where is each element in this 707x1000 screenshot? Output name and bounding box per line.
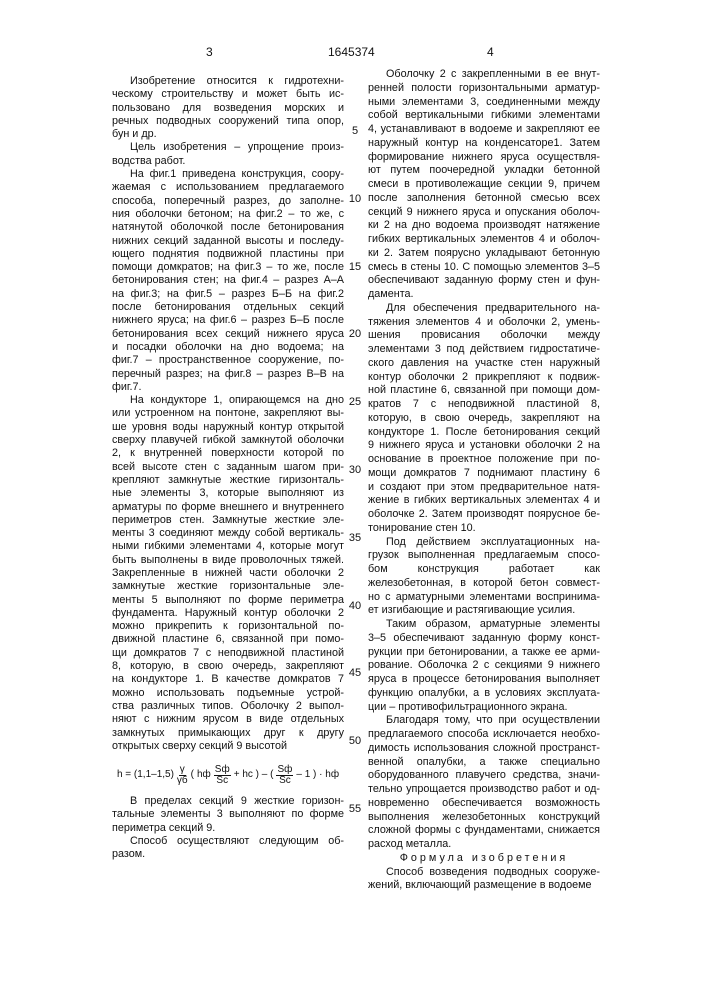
text-line: ют путем поочередной укладки бетонной (368, 164, 600, 178)
page-number-left: 3 (206, 45, 213, 59)
text-line: ренней полости горизонтальными арматур- (368, 82, 600, 96)
text-line: 9 нижнего яруса и установки оболочки 2 на (368, 439, 600, 453)
text-line: элементами 3 под действием гидростатиче- (368, 343, 600, 357)
text-line: и посадки оболочки на дно водоема; на (112, 341, 344, 354)
text-line: формирование нижнего яруса осуществля- (368, 151, 600, 165)
text-line: контур оболочки 2 прикрепляют к подвиж- (368, 371, 600, 385)
text-line: Закрепленные в нижней части оболочки 2 (112, 567, 344, 580)
text-line: ше уровня воды наружный контур открытой (112, 421, 344, 434)
formula-area-ratio-2: Sф Sс (276, 765, 293, 786)
text-line: разом. (112, 848, 344, 861)
text-line: Таким образом, арматурные элементы (368, 618, 600, 632)
text-line: тальные элементы 3 выполняют по форме (112, 808, 344, 821)
line-number: 10 (347, 193, 363, 205)
text-line: основание в проектное положение при по- (368, 453, 600, 467)
text-line: Благодаря тому, что при осуществлении (368, 714, 600, 728)
text-line: способа, поперечный разрез, до заполне- (112, 195, 344, 208)
text-line: рукции при бетонировании, а также ее арми- (368, 646, 600, 660)
right-column (368, 68, 600, 893)
text-line: На фиг.1 приведена конструкция, соору- (112, 168, 344, 181)
text-line: смеси в противолежащие секции 9, причем (368, 178, 600, 192)
text-line: тельно упрощается производство работ и од- (368, 783, 600, 797)
text-line: арматуры по форме внешнего и внутреннего (112, 501, 344, 514)
text-line: периметра секций 9. (112, 822, 344, 835)
text-line: рование. Оболочка 2 с секциями 9 нижнего (368, 659, 600, 673)
text-line: крепляют замкнутые жесткие гиризонталь- (112, 474, 344, 487)
text-line: венной опалубки, а также специально (368, 756, 600, 770)
text-line: можно использовать подъемные устрой- (112, 687, 344, 700)
left-column (112, 75, 344, 862)
text-line: которую, в свою очередь, закрепляют на (368, 412, 600, 426)
text-line: натянутой оболочкой после бетонирования (112, 221, 344, 234)
text-line: Оболочку 2 с закрепленными в ее внут- (368, 68, 600, 82)
description-text-left (112, 75, 344, 753)
text-line: Изобретение относится к гидротехни- (112, 75, 344, 88)
text-line: ки 2. Затем поярусно укладывают бетонную (368, 247, 600, 261)
text-line: бом конструкция работает как (368, 563, 600, 577)
description-text-left-cont (112, 795, 344, 861)
height-formula: h = (1,1–1,5) γ γб ( hф Sф Sс + hс ) – ( Sф Sс – 1 ) · hф (112, 753, 344, 797)
text-line: Цель изобретения – упрощение произ- (112, 141, 344, 154)
text-line: Для обеспечения предварительного на- (368, 302, 600, 316)
text-line: тонирование стен 10. (368, 522, 600, 536)
text-line: менты 5 выполняют по форме периметра (112, 594, 344, 607)
text-line: замкнутые жесткие горизонтальные эле- (112, 580, 344, 593)
text-line: ния оболочки бетоном; на фиг.2 – то же, с (112, 208, 344, 221)
text-line: нижнего яруса; на фиг.6 – разрез Б–Б после (112, 314, 344, 327)
line-number: 30 (347, 464, 363, 476)
text-line: бетонирования стен; на фиг.4 – разрез А–А (112, 274, 344, 287)
text-line: ной пластине 6, связанной при помощи дом- (368, 384, 600, 398)
text-line: замкнутых примыкающих друг к другу (112, 727, 344, 740)
text-line: яруса в процессе бетонирования выполняет (368, 673, 600, 687)
text-line: бун и др. (112, 128, 344, 141)
text-line: ского давления на участке стен наружный (368, 357, 600, 371)
line-number: 40 (347, 600, 363, 612)
text-line: Под действием эксплуатационных на- (368, 536, 600, 550)
text-line: фиг.7 – пространственное сооружение, по- (112, 354, 344, 367)
text-line: ческому строительству и может быть ис- (112, 88, 344, 101)
text-line: менты 3 соединяют между собой вертикаль- (112, 527, 344, 540)
text-line: нижних секций заданной высоты и последу- (112, 235, 344, 248)
formula-area-ratio: Sф Sс (214, 765, 231, 786)
patent-number: 1645374 (328, 45, 375, 59)
text-line: оборудованного плавучего средства, значи- (368, 769, 600, 783)
line-number: 50 (347, 735, 363, 747)
text-line: ки 2 на дно водоема производят натяжение (368, 219, 600, 233)
text-line: предлагаемого способа исключается необхо- (368, 728, 600, 742)
claims-text (368, 866, 600, 894)
text-line: На кондукторе 1, опирающемся на дно (112, 394, 344, 407)
line-number: 25 (347, 396, 363, 408)
text-line: жение в гибких вертикальных элементах 4 и (368, 494, 600, 508)
page-number-right: 4 (487, 45, 494, 59)
text-line: собой вертикальными гибкими элементами (368, 109, 600, 123)
line-number: 5 (347, 125, 363, 137)
text-line: няют с нижним ярусом в виде отдельных (112, 713, 344, 726)
text-line: ет изгибающие и растягивающие усилия. (368, 604, 600, 618)
text-line: сложной формы с фундаментами, снижается (368, 824, 600, 838)
text-line: периметров стен. Замкнутые жесткие эле- (112, 514, 344, 527)
line-number: 35 (347, 532, 363, 544)
text-line: всей высоте стен с заданным шагом при- (112, 461, 344, 474)
text-line: перечный разрез; на фиг.8 – разрез В–В на (112, 368, 344, 381)
text-line: на кондукторе 1. В качестве домкратов 7 (112, 673, 344, 686)
text-line: наружный контур на конденсаторе1. Затем (368, 137, 600, 151)
text-line: расход металла. (368, 838, 600, 852)
text-line: после заполнения бетонной смесью всех (368, 192, 600, 206)
text-line: пользовано для возведения морских и (112, 102, 344, 115)
text-line: оболочке 2. Затем производят поярусное бе- (368, 508, 600, 522)
text-line: 4, устанавливают в водоеме и закрепляют ее (368, 123, 600, 137)
line-number: 55 (347, 803, 363, 815)
text-line: дамента. (368, 288, 600, 302)
text-line: обеспечивают заданную форму стен и фун- (368, 274, 600, 288)
text-line: бетонирования всех секций нижнего яруса (112, 328, 344, 341)
text-line: жений, включающий размещение в водоеме (368, 879, 600, 893)
text-line: 8, которую, в свою очередь, закрепляют (112, 660, 344, 673)
text-line: Способ возведения подводных сооруже- (368, 866, 600, 880)
text-line: секций 9 нижнего яруса и опускания оболоч- (368, 206, 600, 220)
text-line: на фиг.3; на фиг.5 – разрез Б–Б на фиг.2 (112, 288, 344, 301)
text-line: гибких вертикальных элементов 4 и оболоч- (368, 233, 600, 247)
text-line: шения провисания оболочки между (368, 329, 600, 343)
line-number: 45 (347, 667, 363, 679)
text-line: новременно обеспечивается возможность (368, 797, 600, 811)
text-line: или устроенном на понтоне, закрепляют вы- (112, 407, 344, 420)
text-line: Способ осуществляют следующим об- (112, 835, 344, 848)
text-line: грузок выполненная предлагаемым спосо- (368, 549, 600, 563)
text-line: можно прикрепить к горизонтальной по- (112, 620, 344, 633)
line-number: 15 (347, 261, 363, 273)
text-line: 3–5 обеспечивают заданную форму конст- (368, 632, 600, 646)
text-line: после бетонирования отдельных секций (112, 301, 344, 314)
text-line: железобетонная, в которой бетон совмест- (368, 577, 600, 591)
text-line: ции – противофильтрационного экрана. (368, 701, 600, 715)
text-line: ными элементами 3, соединенными между (368, 96, 600, 110)
text-line: ные элементы 3, которые выполняют из (112, 487, 344, 500)
text-line: движной пластине 6, связанной при помо- (112, 633, 344, 646)
text-line: фундамента. Наружный контур оболочки 2 (112, 607, 344, 620)
text-line: кратов 7 с неподвижной пластиной 8, (368, 398, 600, 412)
text-line: мощи домкратов 7 поднимают пластину 6 (368, 467, 600, 481)
claims-heading: Формула изобретения (368, 852, 600, 866)
text-line: открытых сверху секций 9 высотой (112, 740, 344, 753)
text-line: фиг.7. (112, 381, 344, 394)
text-line: ства различных типов. Оболочку 2 выпол- (112, 700, 344, 713)
text-line: функцию опалубки, а в условиях эксплуата- (368, 687, 600, 701)
text-line: кондукторе 1. После бетонирования секций (368, 426, 600, 440)
formula-gamma-ratio: γ γб (177, 765, 188, 786)
text-line: щи домкратов 7 с неподвижной пластиной (112, 647, 344, 660)
text-line: быть выполнены в виде проволочных тяжей. (112, 554, 344, 567)
text-line: 2, к внутренней поверхности которой по (112, 447, 344, 460)
text-line: речных подводных сооружений типа опор, (112, 115, 344, 128)
text-line: жаемая с использованием предлагаемого (112, 181, 344, 194)
text-line: В пределах секций 9 жесткие горизон- (112, 795, 344, 808)
description-text-right (368, 68, 600, 852)
text-line: димость использования сложной пространст- (368, 742, 600, 756)
text-line: тяжения элементов 4 и оболочки 2, умень- (368, 316, 600, 330)
text-line: сверху плавучей гибкой замкнутой оболочки (112, 434, 344, 447)
text-line: помощи домкратов; на фиг.3 – то же, после (112, 261, 344, 274)
text-line: смесь в стены 10. С помощью элементов 3–5 (368, 261, 600, 275)
text-line: и создают при этом предварительное натя- (368, 481, 600, 495)
text-line: ющего поднятия подвижной пластины при (112, 248, 344, 261)
text-line: водства работ. (112, 155, 344, 168)
line-number: 20 (347, 328, 363, 340)
text-line: выполнения железобетонных конструкций (368, 811, 600, 825)
text-line: ными гибкими элементами 4, которые могут (112, 540, 344, 553)
formula-lhs: h = (1,1–1,5) (117, 768, 174, 781)
text-line: но с арматурными элементами воспринима- (368, 591, 600, 605)
